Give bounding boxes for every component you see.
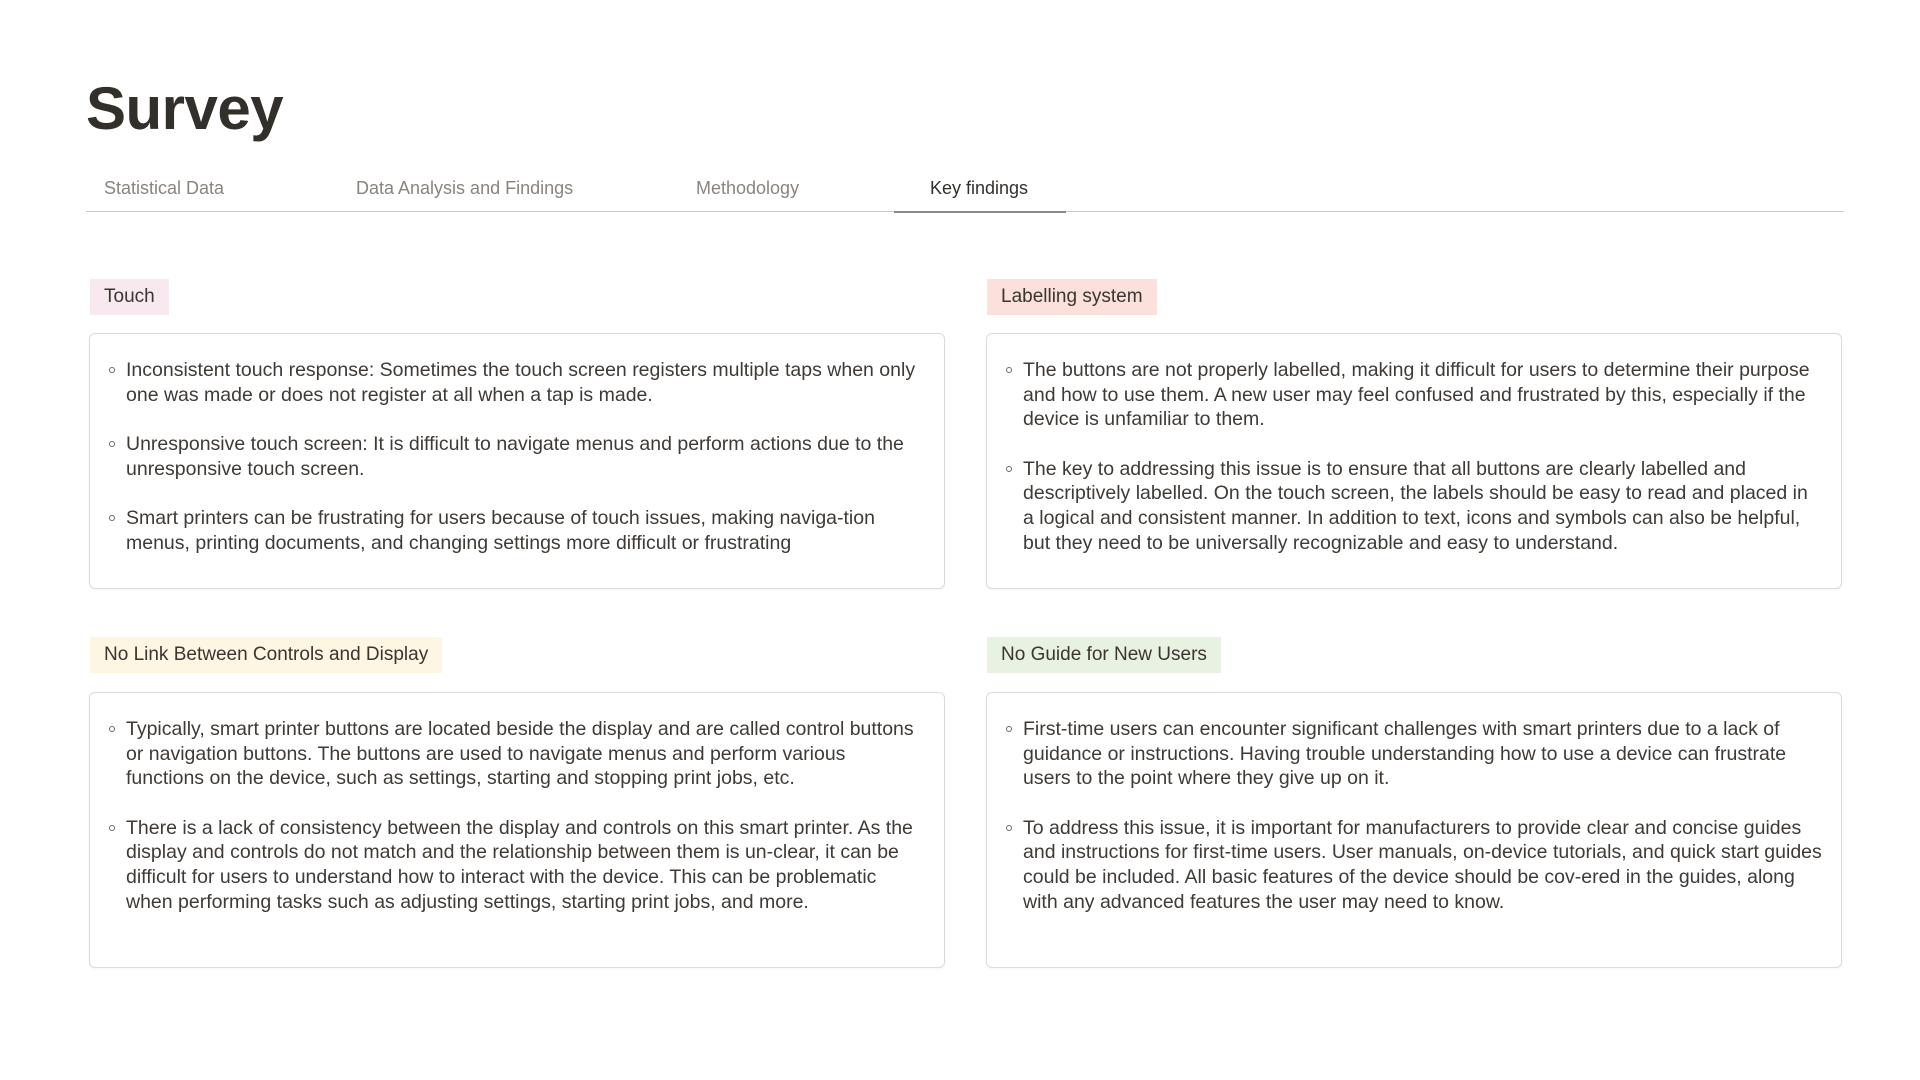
list-item: Smart printers can be frustrating for users because of touch issues, making naviga-tion menus, printing documents, and changing settings more difficult or frustrating <box>126 506 926 555</box>
bullet-list <box>90 334 944 555</box>
bullet-icon <box>109 726 115 732</box>
tab-data-analysis-and-findings[interactable]: Data Analysis and Findings <box>356 178 574 198</box>
bullet-list <box>987 693 1841 914</box>
findings-card-no-link-controls-display <box>89 692 945 968</box>
tab-statistical-data[interactable]: Statistical Data <box>104 178 225 198</box>
list-item: Inconsistent touch response: Sometimes the touch screen registers multiple taps when only one was made or does not register at all when a tap is made. <box>126 358 926 407</box>
findings-card-no-guide-new-users <box>986 692 1842 968</box>
bullet-list <box>90 693 944 914</box>
findings-card-touch <box>89 333 945 589</box>
bullet-list <box>987 334 1841 555</box>
bullet-icon <box>109 441 115 447</box>
page-title: Survey <box>86 75 284 142</box>
list-item: There is a lack of consistency between the display and controls on this smart printer. As the display and controls do not match and the relationship between them is un-clear, it can be difficult for users to understand how to interact with the device. This can be problematic when performing tasks such as adjusting settings, starting print jobs, and more. <box>126 816 926 915</box>
list-item: The key to addressing this issue is to ensure that all buttons are clearly labelled and descriptively labelled. On the touch screen, the labels should be easy to read and placed in a logical and consistent manner. In addition to text, icons and symbols can also be helpful, but they need to be universally recognizable and easy to understand. <box>1023 457 1823 556</box>
bullet-icon <box>1006 825 1012 831</box>
list-item: Unresponsive touch screen: It is difficult to navigate menus and perform actions due to the unresponsive touch screen. <box>126 432 926 481</box>
bullet-icon <box>109 825 115 831</box>
tab-key-findings[interactable]: Key findings <box>894 170 1066 213</box>
list-item: To address this issue, it is important for manufacturers to provide clear and concise guides and instructions for first-time users. User manuals, on-device tutorials, and quick start guides could be included. All basic features of the device should be cov-ered in the guides, along with any advanced features the user may need to know. <box>1023 816 1823 915</box>
bullet-icon <box>1006 367 1012 373</box>
bullet-icon <box>1006 726 1012 732</box>
tab-bar <box>86 170 1844 212</box>
section-tag-no-guide-new-users: No Guide for New Users <box>987 637 1221 673</box>
list-item: First-time users can encounter significant challenges with smart printers due to a lack of guidance or instructions. Having trouble understanding how to use a device can frustrate users to the point where they give up on it. <box>1023 717 1823 791</box>
section-tag-touch: Touch <box>90 279 169 315</box>
section-tag-no-link-controls-display: No Link Between Controls and Display <box>90 637 442 673</box>
bullet-icon <box>109 367 115 373</box>
list-item: Typically, smart printer buttons are located beside the display and are called control buttons or navigation buttons. The buttons are used to navigate menus and perform various functions on the device, such as settings, starting and stopping print jobs, etc. <box>126 717 926 791</box>
bullet-icon <box>1006 466 1012 472</box>
findings-card-labelling-system <box>986 333 1842 589</box>
bullet-icon <box>109 515 115 521</box>
list-item: The buttons are not properly labelled, making it difficult for users to determine their purpose and how to use them. A new user may feel confused and frustrated by this, especially if the device is unfamiliar to them. <box>1023 358 1823 432</box>
tab-methodology[interactable]: Methodology <box>696 178 800 198</box>
section-tag-labelling-system: Labelling system <box>987 279 1157 315</box>
